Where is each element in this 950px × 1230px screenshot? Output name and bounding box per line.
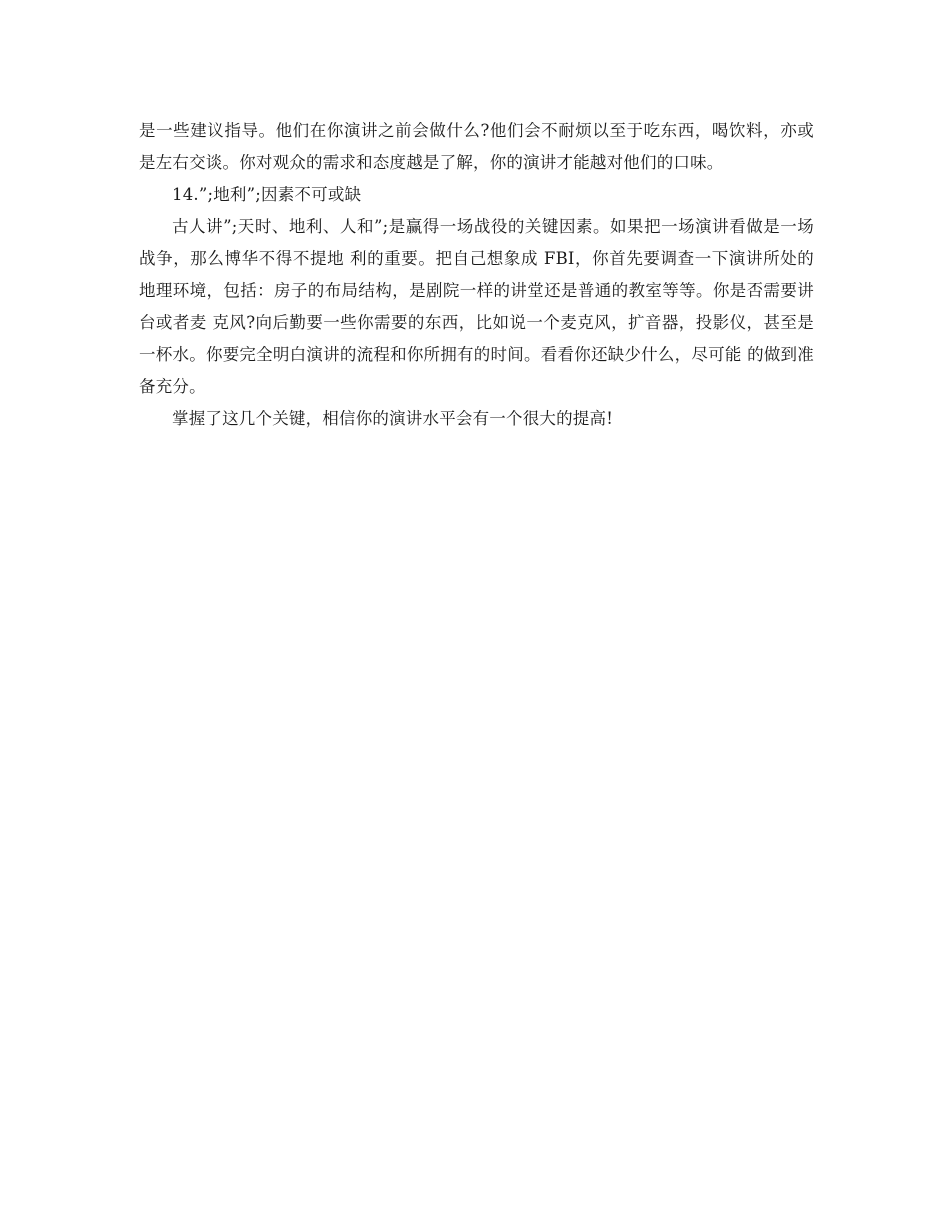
section-heading-location: 14.”;地利”;因素不可或缺: [172, 185, 362, 204]
paragraph-audience-continued: 是一些建议指导。他们在你演讲之前会做什么?他们会不耐烦以至于吃东西，喝饮料，亦或是左右交谈。你对观众的需求和态度越是了解，你的演讲才能越对他们的口味。: [139, 121, 814, 172]
paragraph-conclusion: 掌握了这几个关键，相信你的演讲水平会有一个很大的提高!: [172, 409, 614, 428]
paragraph-location: 古人讲”;天时、地利、人和”;是赢得一场战役的关键因素。如果把一场演讲看做是一场战争，那么博华不得不提地 利的重要。把自己想象成 FBI，你首先要调查一下演讲所处的地理环境，包括：房子的布局结构，是剧院一样的讲堂还是普通的教室等等。你是否需要讲台或者麦 克风?向后勤要一些你需要的东西，比如说一个麦克风，扩音器，投影仪，甚至是一杯水。你要完全明白演讲的流程和你所拥有的时间。看看你还缺少什么，尽可能 的做到准备充分。: [139, 217, 814, 396]
document-body: [139, 115, 814, 435]
